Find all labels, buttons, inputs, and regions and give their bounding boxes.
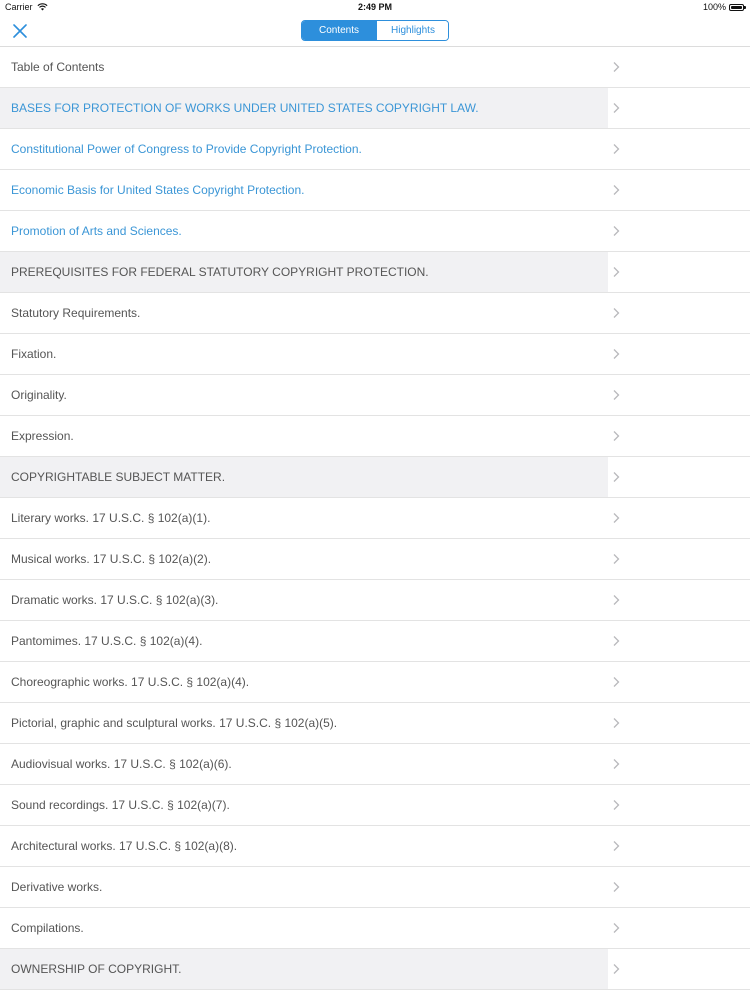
chevron-right-icon	[612, 348, 620, 360]
toc-row[interactable]	[0, 621, 750, 662]
tab-highlights[interactable]: Highlights	[376, 21, 449, 40]
toc-row[interactable]	[0, 416, 750, 457]
chevron-right-icon	[612, 758, 620, 770]
chevron-right-icon	[612, 635, 620, 647]
tab-contents[interactable]: Contents	[302, 21, 376, 40]
toc-row[interactable]	[0, 498, 750, 539]
status-time: 2:49 PM	[357, 2, 392, 12]
toc-row[interactable]	[0, 908, 750, 949]
table-of-contents-list	[0, 47, 750, 990]
chevron-right-icon	[612, 143, 620, 155]
chevron-right-icon	[612, 963, 620, 975]
chevron-right-icon	[612, 676, 620, 688]
chevron-right-icon	[612, 594, 620, 606]
chevron-right-icon	[612, 102, 620, 114]
close-icon	[13, 24, 27, 38]
row-background	[0, 416, 608, 456]
toc-row-label: Compilations.	[11, 921, 84, 935]
row-background	[0, 375, 608, 415]
toc-row[interactable]	[0, 662, 750, 703]
toc-row-label: Derivative works.	[11, 880, 103, 894]
toc-row[interactable]	[0, 170, 750, 211]
toc-row-label: BASES FOR PROTECTION OF WORKS UNDER UNITED STATES COPYRIGHT LAW.	[11, 101, 479, 115]
nav-bar	[0, 14, 750, 47]
chevron-right-icon	[612, 307, 620, 319]
toc-row-label: Table of Contents	[11, 60, 105, 74]
toc-row[interactable]	[0, 334, 750, 375]
carrier-label: Carrier	[5, 2, 33, 12]
close-button[interactable]	[10, 21, 30, 41]
toc-row-label: Statutory Requirements.	[11, 306, 141, 320]
toc-row[interactable]	[0, 457, 750, 498]
toc-row-label: Originality.	[11, 388, 67, 402]
toc-row[interactable]	[0, 826, 750, 867]
chevron-right-icon	[612, 840, 620, 852]
chevron-right-icon	[612, 225, 620, 237]
toc-row-label: Expression.	[11, 429, 74, 443]
toc-row[interactable]	[0, 867, 750, 908]
toc-row[interactable]	[0, 539, 750, 580]
toc-row[interactable]	[0, 744, 750, 785]
toc-row[interactable]	[0, 211, 750, 252]
toc-row[interactable]	[0, 949, 750, 990]
view-segmented-control	[301, 20, 449, 41]
toc-row[interactable]	[0, 703, 750, 744]
toc-row-label: Economic Basis for United States Copyright Protection.	[11, 183, 305, 197]
toc-row[interactable]	[0, 88, 750, 129]
toc-row[interactable]	[0, 293, 750, 334]
toc-row-label: Choreographic works. 17 U.S.C. § 102(a)(4).	[11, 675, 250, 689]
toc-row-label: Architectural works. 17 U.S.C. § 102(a)(8).	[11, 839, 238, 853]
chevron-right-icon	[612, 553, 620, 565]
row-background	[0, 334, 608, 374]
toc-row-label: Promotion of Arts and Sciences.	[11, 224, 182, 238]
chevron-right-icon	[612, 512, 620, 524]
row-background	[0, 908, 608, 948]
toc-row-label: Dramatic works. 17 U.S.C. § 102(a)(3).	[11, 593, 219, 607]
toc-row-label: Literary works. 17 U.S.C. § 102(a)(1).	[11, 511, 211, 525]
chevron-right-icon	[612, 61, 620, 73]
toc-row-label: PREREQUISITES FOR FEDERAL STATUTORY COPYRIGHT PROTECTION.	[11, 265, 429, 279]
toc-row[interactable]	[0, 129, 750, 170]
status-right	[703, 2, 744, 12]
toc-row[interactable]	[0, 252, 750, 293]
toc-row-label: Fixation.	[11, 347, 57, 361]
toc-row-label: Constitutional Power of Congress to Provide Copyright Protection.	[11, 142, 362, 156]
chevron-right-icon	[612, 389, 620, 401]
toc-row-label: Sound recordings. 17 U.S.C. § 102(a)(7).	[11, 798, 230, 812]
chevron-right-icon	[612, 184, 620, 196]
toc-row-label: Pictorial, graphic and sculptural works. 17 U.S.C. § 102(a)(5).	[11, 716, 338, 730]
toc-row-label: COPYRIGHTABLE SUBJECT MATTER.	[11, 470, 226, 484]
chevron-right-icon	[612, 717, 620, 729]
chevron-right-icon	[612, 266, 620, 278]
chevron-right-icon	[612, 922, 620, 934]
chevron-right-icon	[612, 430, 620, 442]
toc-row[interactable]	[0, 375, 750, 416]
toc-row-label: Audiovisual works. 17 U.S.C. § 102(a)(6).	[11, 757, 232, 771]
battery-icon	[729, 4, 744, 11]
chevron-right-icon	[612, 799, 620, 811]
toc-row[interactable]	[0, 580, 750, 621]
toc-row[interactable]	[0, 47, 750, 88]
battery-percent: 100%	[702, 2, 726, 12]
toc-row-label: Musical works. 17 U.S.C. § 102(a)(2).	[11, 552, 212, 566]
chevron-right-icon	[612, 881, 620, 893]
toc-row-label: OWNERSHIP OF COPYRIGHT.	[11, 962, 182, 976]
status-bar	[0, 0, 750, 14]
chevron-right-icon	[612, 471, 620, 483]
toc-row[interactable]	[0, 785, 750, 826]
toc-row-label: Pantomimes. 17 U.S.C. § 102(a)(4).	[11, 634, 203, 648]
